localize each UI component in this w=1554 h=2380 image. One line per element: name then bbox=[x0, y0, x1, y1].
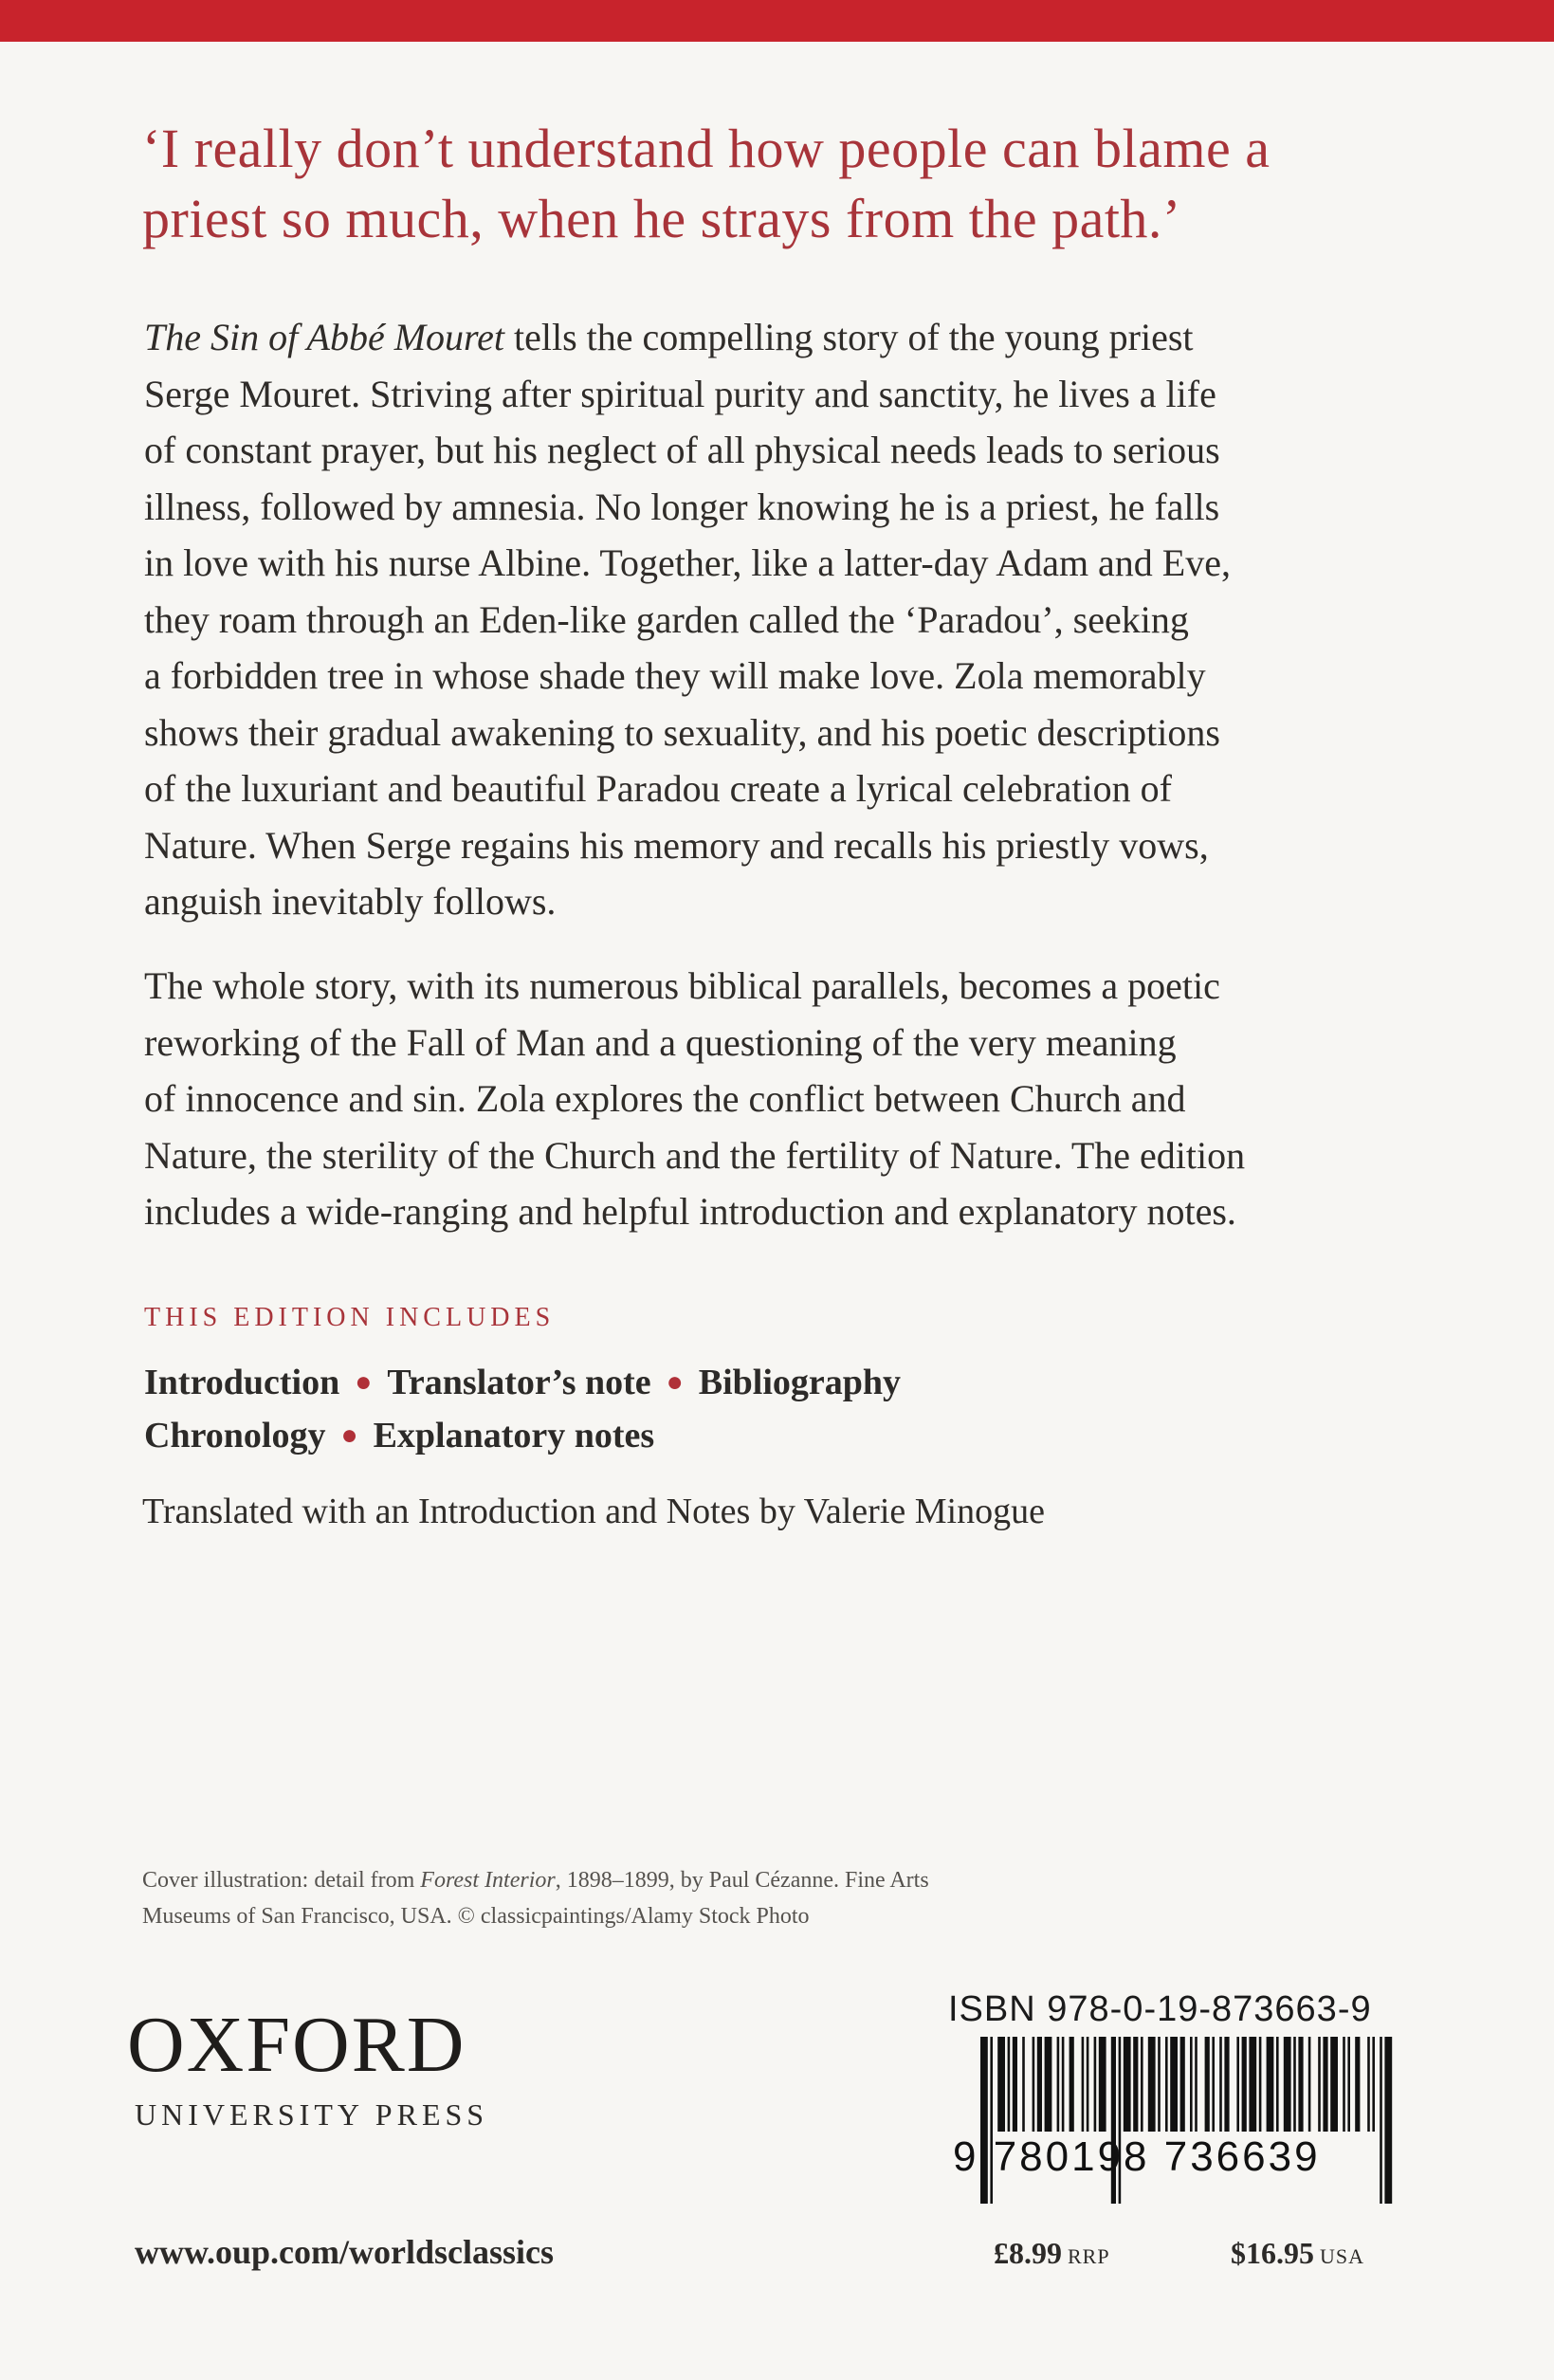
publisher-name: OXFORD bbox=[127, 2001, 466, 2089]
pull-quote-line: ‘I really don’t understand how people can blame a bbox=[142, 118, 1271, 179]
barcode-bar bbox=[1355, 2037, 1360, 2132]
edition-includes-list bbox=[144, 1356, 901, 1462]
isbn-label: ISBN 978-0-19-873663-9 bbox=[948, 1989, 1372, 2029]
barcode-digits: 9 780198 736639 bbox=[953, 2133, 1321, 2180]
barcode-bar bbox=[1224, 2037, 1229, 2132]
includes-item: Chronology bbox=[144, 1416, 326, 1455]
barcode-bar bbox=[1057, 2037, 1060, 2132]
book-title: The Sin of Abbé Mouret bbox=[144, 316, 504, 358]
barcode-bar bbox=[1195, 2037, 1197, 2132]
barcode-bar bbox=[1070, 2037, 1074, 2132]
barcode-bar bbox=[1384, 2037, 1392, 2204]
price-us-label: USA bbox=[1320, 2244, 1365, 2268]
blurb-line: Nature, the sterility of the Church and the fertility of Nature. The edition bbox=[144, 1133, 1246, 1177]
includes-item: Introduction bbox=[144, 1363, 340, 1402]
blurb-paragraph-2 bbox=[144, 958, 1415, 1240]
barcode-bar bbox=[1267, 2037, 1274, 2132]
barcode-bar bbox=[1212, 2037, 1215, 2132]
barcode-bar bbox=[997, 2037, 1005, 2132]
includes-row bbox=[144, 1356, 901, 1409]
barcode-bar bbox=[1205, 2037, 1210, 2132]
barcode-bar bbox=[1033, 2037, 1035, 2132]
barcode-bar bbox=[1141, 2037, 1143, 2132]
artwork-title: Forest Interior bbox=[420, 1868, 556, 1893]
barcode-bar bbox=[1099, 2037, 1106, 2132]
blurb-line: Serge Mouret. Striving after spiritual purity and sanctity, he lives a life bbox=[144, 372, 1216, 415]
barcode-bar bbox=[1148, 2037, 1156, 2132]
barcode-bar bbox=[1330, 2037, 1338, 2132]
barcode-bar bbox=[1013, 2037, 1017, 2132]
barcode-bar bbox=[1249, 2037, 1256, 2132]
bullet-icon: ● bbox=[340, 1419, 358, 1451]
blurb-line: Nature. When Serge regains his memory and recalls his priestly vows, bbox=[144, 823, 1209, 867]
blurb-paragraph-1 bbox=[144, 309, 1415, 930]
blurb-line: they roam through an Eden-like garden called the ‘Paradou’, seeking bbox=[144, 597, 1189, 641]
barcode-bar bbox=[1367, 2037, 1370, 2132]
barcode-bar bbox=[1037, 2037, 1042, 2132]
blurb-line: of the luxuriant and beautiful Paradou create a lyrical celebration of bbox=[144, 767, 1172, 810]
blurb-text: tells the compelling story of the young priest bbox=[503, 316, 1194, 358]
barcode-bar bbox=[1165, 2037, 1168, 2132]
barcode-bar bbox=[1276, 2037, 1279, 2132]
price-uk bbox=[994, 2236, 1110, 2271]
blurb-line: in love with his nurse Albine. Together, like a latter-day Adam and Eve, bbox=[144, 541, 1231, 584]
blurb-line: The whole story, with its numerous biblical parallels, becomes a poetic bbox=[144, 964, 1220, 1007]
barcode-bar bbox=[1094, 2037, 1097, 2132]
blurb-line: shows their gradual awakening to sexuality, and his poetic descriptions bbox=[144, 710, 1220, 754]
credit-text: Cover illustration: detail from bbox=[142, 1868, 421, 1893]
barcode-bar bbox=[1180, 2037, 1185, 2132]
publisher-press: UNIVERSITY PRESS bbox=[135, 2097, 489, 2132]
barcode-bar bbox=[1082, 2037, 1085, 2132]
blurb-line: includes a wide-ranging and helpful introduction and explanatory notes. bbox=[144, 1190, 1236, 1233]
blurb-line: of innocence and sin. Zola explores the conflict between Church and bbox=[144, 1077, 1186, 1120]
barcode-bar bbox=[1236, 2037, 1239, 2132]
barcode-bar bbox=[1045, 2037, 1052, 2132]
includes-row bbox=[144, 1409, 901, 1462]
barcode-bar bbox=[1380, 2037, 1382, 2204]
barcode-bar bbox=[1293, 2037, 1296, 2132]
price-us bbox=[1231, 2236, 1364, 2271]
barcode-bar bbox=[1318, 2037, 1321, 2132]
bullet-icon: ● bbox=[666, 1366, 684, 1398]
barcode-bar bbox=[1347, 2037, 1350, 2132]
blurb-line: a forbidden tree in whose shade they will make love. Zola memorably bbox=[144, 654, 1206, 697]
barcode-bar bbox=[1133, 2037, 1138, 2132]
credit-line: Museums of San Francisco, USA. © classicpaintings/Alamy Stock Photo bbox=[142, 1904, 810, 1929]
blurb-line: of constant prayer, but his neglect of all physical needs leads to serious bbox=[144, 429, 1220, 471]
oxford-university-press-logo bbox=[127, 2003, 488, 2133]
pull-quote bbox=[142, 114, 1422, 254]
top-red-band bbox=[0, 0, 1554, 42]
barcode-bar bbox=[1008, 2037, 1011, 2132]
barcode-bar bbox=[1259, 2037, 1262, 2132]
price-uk-value: £8.99 bbox=[994, 2236, 1062, 2270]
bullet-icon: ● bbox=[355, 1366, 373, 1398]
credit-text: , 1898–1899, by Paul Cézanne. Fine Arts bbox=[555, 1868, 929, 1893]
barcode-bar bbox=[1062, 2037, 1065, 2132]
barcode-bar bbox=[1170, 2037, 1178, 2132]
barcode-bar bbox=[1343, 2037, 1345, 2132]
barcode-bar bbox=[1124, 2037, 1131, 2132]
barcode-bar bbox=[1219, 2037, 1222, 2132]
price-uk-label: RRP bbox=[1068, 2244, 1110, 2268]
pull-quote-line: priest so much, when he strays from the path.’ bbox=[142, 188, 1181, 249]
includes-item: Bibliography bbox=[698, 1363, 902, 1402]
barcode-bar bbox=[1022, 2037, 1025, 2132]
barcode-bar bbox=[1372, 2037, 1375, 2132]
barcode-bar bbox=[1323, 2037, 1327, 2132]
barcode-bar bbox=[1242, 2037, 1247, 2132]
blurb-line: illness, followed by amnesia. No longer knowing he is a priest, he falls bbox=[144, 485, 1220, 528]
publisher-website-link[interactable]: www.oup.com/worldsclassics bbox=[135, 2233, 555, 2271]
credit-line bbox=[142, 1862, 929, 1898]
barcode-bar bbox=[1308, 2037, 1311, 2132]
cover-illustration-credit bbox=[142, 1862, 929, 1934]
includes-item: Explanatory notes bbox=[373, 1416, 655, 1455]
blurb-line: reworking of the Fall of Man and a questioning of the very meaning bbox=[144, 1020, 1177, 1064]
barcode-bar bbox=[1190, 2037, 1193, 2132]
price-us-value: $16.95 bbox=[1231, 2236, 1314, 2270]
barcode-bar bbox=[1087, 2037, 1089, 2132]
translator-credit: Translated with an Introduction and Notes by Valerie Minogue bbox=[142, 1492, 1045, 1531]
barcode-bar bbox=[1158, 2037, 1161, 2132]
barcode-bar bbox=[1284, 2037, 1291, 2132]
blurb-line: anguish inevitably follows. bbox=[144, 880, 557, 923]
barcode-bar bbox=[1298, 2037, 1303, 2132]
blurb-line bbox=[144, 309, 1415, 366]
edition-includes-heading: THIS EDITION INCLUDES bbox=[144, 1303, 556, 1332]
includes-item: Translator’s note bbox=[387, 1363, 651, 1402]
